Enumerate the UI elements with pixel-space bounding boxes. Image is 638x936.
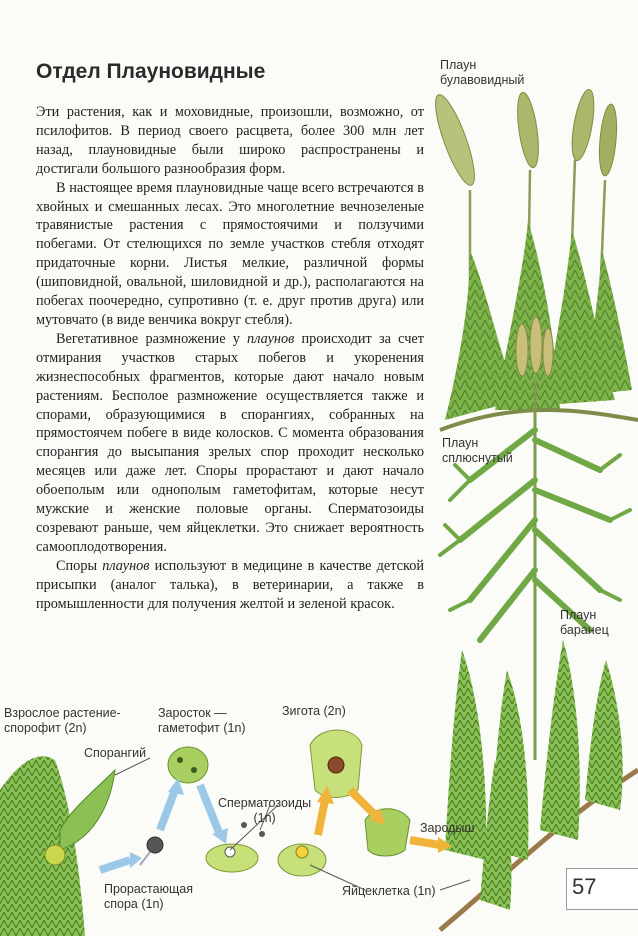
page-number: 57 (572, 874, 597, 899)
label-complanatum-line2: сплюснутый (442, 451, 513, 465)
label-complanatum-line1: Плаун (442, 436, 479, 450)
clavatum-plant-drawing (428, 88, 638, 430)
paragraph-2: В настоящее время плауновидные чаще всего встречаются в хвойных и смешанных лесах. Это многолетние вечнозеленые травянистые растения с прямостоячими и ползучими побегами. От стелющихся по земле участков стебля отходят придаточные корни. Листья мелкие, различной формы (шиповидной, овальной, шиловидной и др.), располагаются на побегах поочередно, супротивно (т. е. друг против друга) или мутовчато (в виде венчика вокруг стебля). (36, 179, 424, 328)
label-sporangium: Спорангий (84, 746, 147, 760)
label-prothallus (158, 706, 246, 736)
paragraph-3-start: Вегетативное размножение у (56, 330, 248, 347)
paragraph-4-term: плаунов (102, 557, 150, 574)
label-egg: Яйцеклетка (1n) (342, 884, 436, 898)
paragraph-3-rest: происходит за счет отмирания участков старых побегов и укоренения жизнеспособных фрагментов, которые дают начало новым растениям. Бесполое размножение осуществляется также и спорами, образующимися в спорангиях, собранных на прямостоячем побеге в виде колосков. С момента образования спорангия до высыпания зрелых спор проходит несколько месяцев или даже лет. Споры прорастают и дают начало обоеполым или однополым гаметофитам, которые несут мужские и женские половые органы. Сперматозоиды созревают раньше, чем яйцеклетки. Это снижает вероятность самооплодотворения. (36, 330, 424, 555)
label-selago-line2: баранец (560, 623, 609, 637)
label-clavatum-line1: Плаун (440, 58, 477, 72)
label-embryo: Зародыш (420, 821, 475, 835)
sporophyte-drawing (0, 756, 115, 936)
paragraph-4-start: Споры (56, 557, 103, 574)
label-spore-line1: Прорастающая (104, 882, 193, 896)
label-adult-line1: Взрослое растение- (4, 706, 121, 720)
label-selago (560, 608, 609, 638)
paragraph-4-rest: используют в медицине в качестве детской присыпки (аналог талька), в ветеринарии, а также в промышленности для получения желтой и зеленой красок. (36, 557, 424, 612)
label-prothallus-line1: Заросток — (158, 706, 227, 720)
paragraph-3-term: плаунов (247, 330, 295, 347)
label-sperm-line1: Сперматозоиды (218, 796, 312, 810)
label-zygote: Зигота (2n) (282, 704, 346, 718)
label-clavatum (440, 58, 524, 88)
label-spore (104, 882, 193, 912)
label-adult-line2: спорофит (2n) (4, 721, 87, 735)
label-selago-line1: Плаун (560, 608, 597, 622)
label-spore-line2: спора (1n) (104, 897, 164, 911)
label-sperm (218, 796, 311, 826)
label-complanatum (442, 436, 513, 466)
label-adult-sporophyte (4, 706, 121, 736)
label-clavatum-line2: булавовидный (440, 73, 525, 87)
paragraph-1: Эти растения, как и моховидные, произошли, возможно, от псилофитов. В период своего расцвета, более 300 млн лет назад, плауновидные были широко распространены и достигали большого разнообразия форм. (36, 104, 424, 177)
label-prothallus-line2: гаметофит (1n) (158, 721, 246, 735)
label-sperm-line2: (1n) (253, 811, 276, 825)
page-title: Отдел Плауновидные (36, 60, 266, 83)
